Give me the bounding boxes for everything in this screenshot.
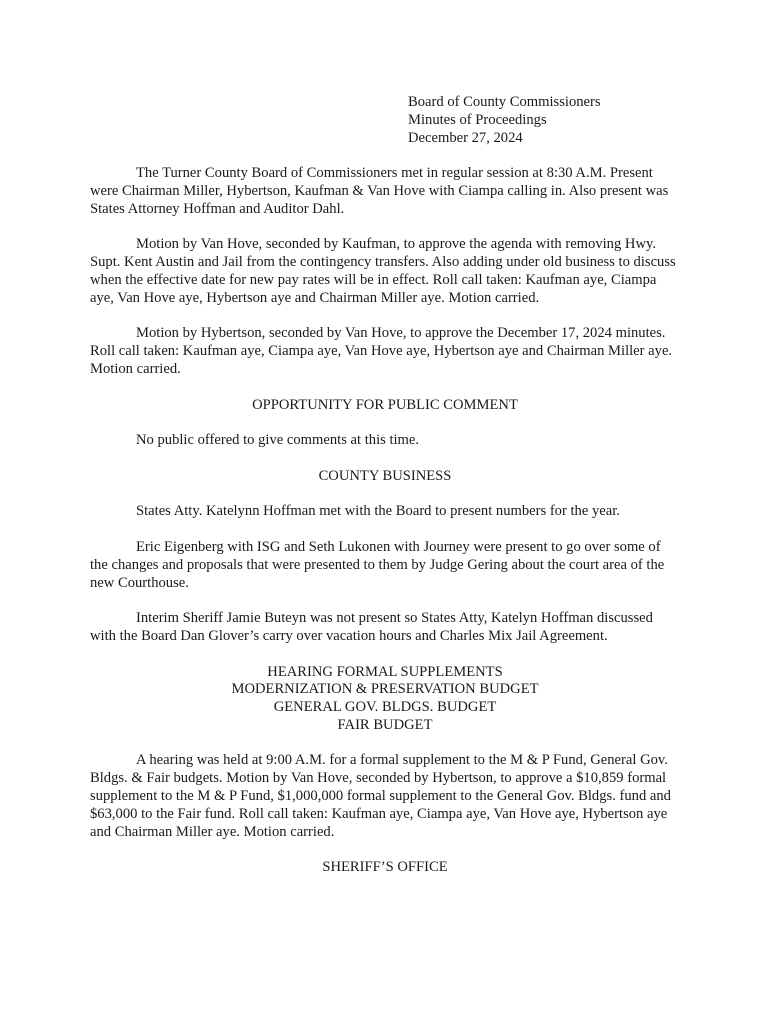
heading-hearing-block [90, 664, 680, 735]
heading-hearing-supplements: HEARING FORMAL SUPPLEMENTS [267, 663, 503, 680]
header-doc-type: Minutes of Proceedings [408, 111, 547, 128]
paragraph-agenda-motion: Motion by Van Hove, seconded by Kaufman, to approve the agenda with removing Hwy. Supt. Kent Austin and Jail from the contingency transfers. Also adding under old business to discuss when the effective date for new pay rates will be in effect. Roll call taken: Kaufman aye, Ciampa aye, Van Hove aye, Hybertson aye and Chairman Miller aye. Motion carried. [90, 236, 676, 306]
paragraph-no-public-comment: No public offered to give comments at this time. [136, 432, 420, 449]
heading-sheriffs-office: SHERIFF’S OFFICE [322, 859, 448, 876]
heading-public-comment: OPPORTUNITY FOR PUBLIC COMMENT [252, 396, 518, 413]
paragraph-session-attendance: The Turner County Board of Commissioners met in regular session at 8:30 A.M. Present were Chairman Miller, Hybertson, Kaufman & Van Hove with Ciampa calling in. Also present was States Attorney Hoffman and Auditor Dahl. [90, 165, 669, 217]
paragraph-interim-sheriff: Interim Sheriff Jamie Buteyn was not present so States Atty, Katelyn Hoffman discussed with the Board Dan Glover’s carry over vacation hours and Charles Mix Jail Agreement. [90, 610, 653, 644]
heading-fair-budget: FAIR BUDGET [337, 716, 433, 733]
heading-general-gov-budget: GENERAL GOV. BLDGS. BUDGET [273, 699, 497, 716]
heading-county-business: COUNTY BUSINESS [318, 467, 452, 484]
document-header [408, 94, 680, 147]
document-page [90, 94, 680, 877]
paragraph-states-attorney: States Atty. Katelynn Hoffman met with the Board to present numbers for the year. [136, 503, 620, 520]
header-board-name: Board of County Commissioners [408, 94, 601, 110]
paragraph-minutes-motion: Motion by Hybertson, seconded by Van Hove, to approve the December 17, 2024 minutes. Roll call taken: Kaufman aye, Ciampa aye, Van Hove aye, Hybertson aye and Chairman Miller aye. Motion carried. [90, 325, 673, 377]
header-date: December 27, 2024 [408, 129, 523, 146]
heading-modernization-budget: MODERNIZATION & PRESERVATION BUDGET [231, 681, 539, 698]
paragraph-hearing-motion: A hearing was held at 9:00 A.M. for a formal supplement to the M & P Fund, General Gov. Bldgs. & Fair budgets. Motion by Van Hove, seconded by Hybertson, to approve a $10,859 formal supplement to the M & P Fund, $1,000,000 formal supplement to the General Gov. Bldgs. fund and $63,000 to the Fair fund. Roll call taken: Kaufman aye, Ciampa aye, Van Hove aye, Hybertson aye and Chairman Miller aye. Motion carried. [90, 752, 671, 840]
paragraph-courthouse-proposals: Eric Eigenberg with ISG and Seth Lukonen with Journey were present to go over some of the changes and proposals that were presented to them by Judge Gering about the court area of the new Courthouse. [90, 538, 665, 591]
